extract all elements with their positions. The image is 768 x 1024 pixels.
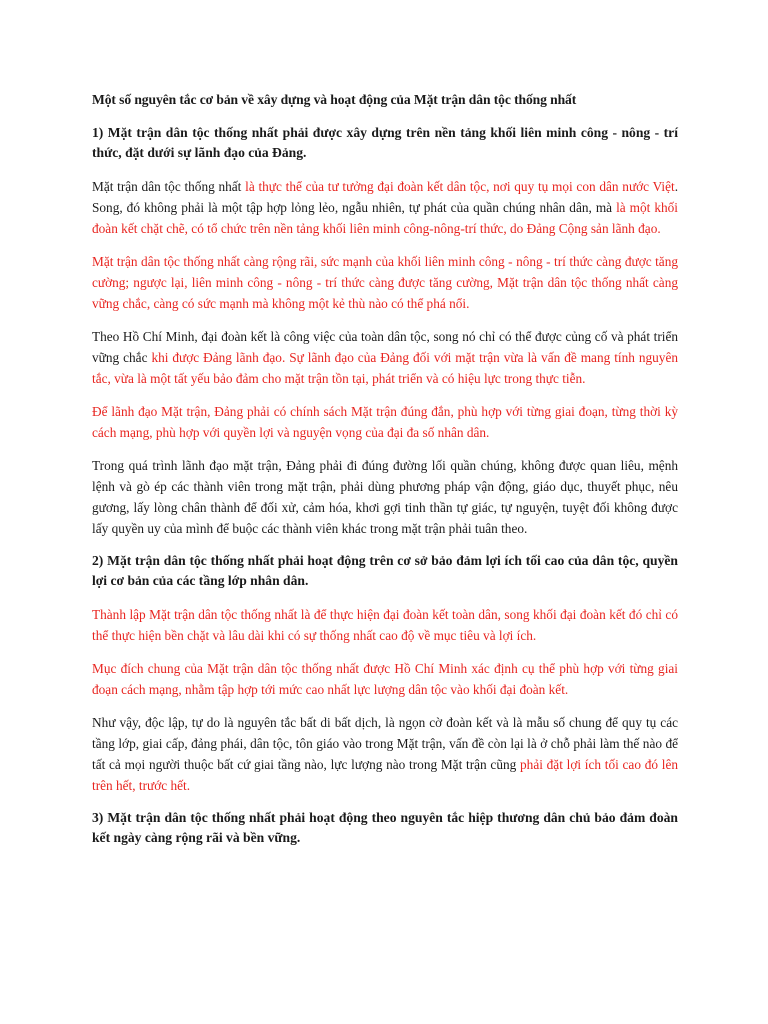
highlighted-text: là một khối đoàn kết chặt chẽ, có tổ chức trên nền tảng khối liên minh công-nông-trí thức, do Đảng Cộng sản lãnh đạo. <box>92 200 678 236</box>
paragraph-text: Mặt trận dân tộc thống nhất <box>92 179 246 194</box>
section-3-heading: 3) Mặt trận dân tộc thống nhất phải hoạt động theo nguyên tắc hiệp thương dân chủ bảo đảm đoàn kết ngày càng rộng rãi và bền vững. <box>92 810 678 845</box>
paragraph-text: Theo Hồ Chí Minh, đại đoàn kết là công việc của toàn dân tộc, song nó chỉ có thể được củng cố và phát triển vững chắc <box>92 329 678 365</box>
section-1-heading: 1) Mặt trận dân tộc thống nhất phải được xây dựng trên nền tảng khối liên minh công - nông - trí thức, đặt dưới sự lãnh đạo của Đảng. <box>92 125 678 160</box>
section-1-paragraph-1 <box>92 176 678 239</box>
section-2-paragraph-3 <box>92 712 678 796</box>
document-page <box>92 90 678 861</box>
section-1-paragraph-2: Mặt trận dân tộc thống nhất càng rộng rãi, sức mạnh của khối liên minh công - nông - trí thức càng được tăng cường; ngược lại, liên minh công - nông - trí thức càng được tăng cường, Mặt trận dân tộc thống nhất càng vững chắc, càng có sức mạnh mà không một kẻ thù nào có thể phá nổi. <box>92 254 678 311</box>
section-1-paragraph-3 <box>92 326 678 389</box>
section-1-paragraph-5: Trong quá trình lãnh đạo mặt trận, Đảng phải đi đúng đường lối quần chúng, không được quan liêu, mệnh lệnh và gò ép các thành viên trong mặt trận, phải dùng phương pháp vận động, giáo dục, thuyết phục, nêu gương, lấy lòng chân thành để đối xử, cảm hóa, khơi gợi tinh thần tự giác, tự nguyện, tuyệt đối không được lấy quyền uy của mình để buộc các thành viên khác trong mặt trận phải tuân theo. <box>92 458 678 536</box>
section-2-paragraph-2: Mục đích chung của Mặt trận dân tộc thống nhất được Hồ Chí Minh xác định cụ thể phù hợp với từng giai đoạn cách mạng, nhằm tập hợp tới mức cao nhất lực lượng dân tộc vào khối đại đoàn kết. <box>92 661 678 697</box>
paragraph-text: Như vậy, độc lập, tự do là nguyên tắc bất di bất dịch, là ngọn cờ đoàn kết và là mẫu số chung để quy tụ các tầng lớp, giai cấp, đảng phái, dân tộc, tôn giáo vào trong Mặt trận, vấn đề còn lại là ở chỗ phải làm thế nào để tất cả mọi người thuộc bất cứ giai tầng nào, lực lượng nào trong Mặt trận cũng <box>92 715 678 772</box>
highlighted-text: phải đặt lợi ích tối cao đó lên trên hết, trước hết. <box>92 757 678 793</box>
section-1-paragraph-4: Để lãnh đạo Mặt trận, Đảng phải có chính sách Mặt trận đúng đắn, phù hợp với từng giai đoạn, từng thời kỳ cách mạng, phù hợp với quyền lợi và nguyện vọng của đại đa số nhân dân. <box>92 404 678 440</box>
paragraph-text: . Song, đó không phải là một tập hợp lỏng lẻo, ngẫu nhiên, tự phát của quần chúng nhân dân, mà <box>92 179 679 215</box>
section-2-heading: 2) Mặt trận dân tộc thống nhất phải hoạt động trên cơ sở bảo đảm lợi ích tối cao của dân tộc, quyền lợi cơ bản của các tầng lớp nhân dân. <box>92 553 678 588</box>
document-title: Một số nguyên tắc cơ bản về xây dựng và hoạt động của Mặt trận dân tộc thống nhất <box>92 92 577 107</box>
section-2-paragraph-1: Thành lập Mặt trận dân tộc thống nhất là để thực hiện đại đoàn kết toàn dân, song khối đại đoàn kết đó chỉ có thể thực hiện bền chặt và lâu dài khi có sự thống nhất cao độ về mục tiêu và lợi ích. <box>92 607 678 643</box>
highlighted-text: là thực thể của tư tưởng đại đoàn kết dân tộc, nơi quy tụ mọi con dân nước Việt <box>245 179 675 194</box>
highlighted-text: khi được Đảng lãnh đạo. Sự lãnh đạo của Đảng đối với mặt trận vừa là vấn đề mang tính nguyên tắc, vừa là một tất yếu bảo đảm cho mặt trận tồn tại, phát triển và có hiệu lực trong thực tiễn. <box>92 350 678 386</box>
